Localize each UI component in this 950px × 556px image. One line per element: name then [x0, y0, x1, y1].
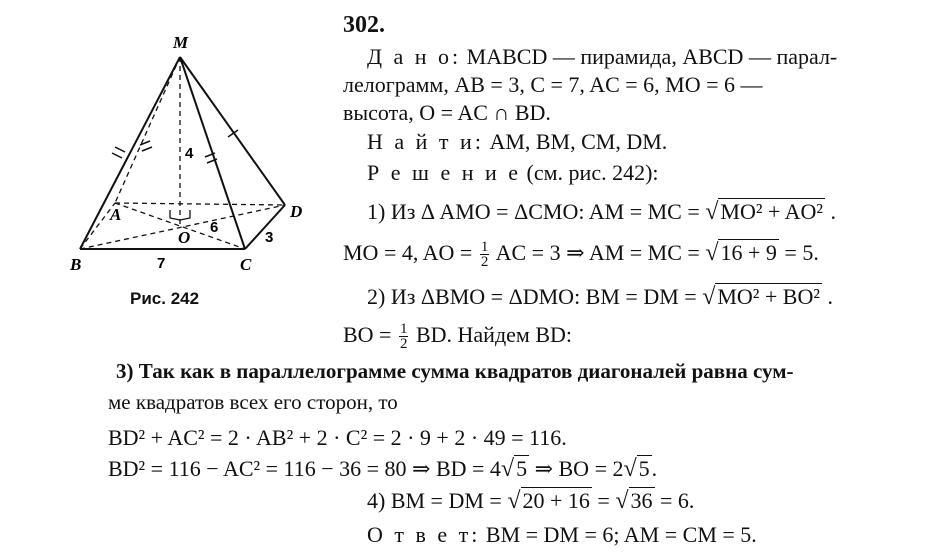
solution-label: Р е ш е н и е	[367, 160, 522, 185]
label-a: A	[110, 205, 122, 224]
problem-number: 302.	[343, 12, 385, 38]
step3-radical-1: √5	[500, 456, 528, 482]
label-b: B	[70, 255, 82, 274]
step3-line-2: ме квадратов всех его сторон, то	[108, 390, 398, 414]
find-line	[367, 129, 667, 155]
step1-radical: √MO² + AO²	[705, 199, 824, 225]
given-label: Д а н о:	[367, 44, 462, 69]
step1-text-a: 1) Из Δ AMO = ΔCMO: AM = MC =	[367, 199, 700, 224]
step2-radical: √MO² + BO²	[702, 284, 820, 310]
solution-ref: (см. рис. 242):	[526, 160, 659, 185]
figure-caption: Рис. 242	[130, 289, 200, 308]
step2-line-b: BO = $\frac{1}{2}$ BD. Найдем BD:	[343, 321, 573, 353]
step1-radical-2: √16 + 9	[705, 240, 777, 266]
step2-fraction: $\frac{1}{2}$	[399, 321, 408, 353]
step3-line-1: 3) Так как в параллелограмме сумма квадратов диагоналей равна сум-	[116, 359, 794, 383]
find-text: AM, BM, CM, DM.	[489, 129, 668, 154]
given-line-1	[367, 44, 837, 70]
given-line-2: лелограмм, AB = 3, C = 7, AC = 6, MO = 6 —	[343, 72, 763, 97]
label-m: M	[173, 33, 189, 52]
pyramid-figure	[60, 30, 320, 290]
step3-line-4: BD² = 116 − AC² = 116 − 36 = 80 ⇒ BD = 4√5 ⇒ BO = 2√5.	[108, 456, 658, 482]
given-text-1: MABCD — пирамида, ABCD — парал-	[466, 44, 838, 69]
label-height: 4	[185, 145, 194, 162]
find-label: Н а й т и:	[367, 129, 484, 154]
edge-mb	[80, 57, 180, 249]
given-line-3: высота, O = AC ∩ BD.	[343, 100, 551, 125]
step4-line: 4) BM = DM = √20 + 16 = √36 = 6.	[367, 488, 695, 514]
step3-radical-2: √5	[623, 456, 650, 482]
step1-fraction: $\frac{1}{2}$	[480, 239, 489, 271]
step1-line-b: MO = 4, AO = $\frac{1}{2}$ AC = 3 ⇒ AM = MC = √16 + 9 = 5.	[343, 239, 819, 271]
answer-text: BM = DM = 6; AM = CM = 5.	[485, 522, 757, 547]
answer-label: О т в е т:	[367, 522, 481, 547]
answer-line	[367, 522, 757, 548]
label-oc: 6	[210, 219, 219, 236]
edge-md	[180, 57, 285, 205]
label-cd: 3	[265, 229, 274, 246]
edge-ad	[115, 203, 285, 205]
label-bc: 7	[157, 255, 166, 272]
label-d: D	[290, 202, 303, 221]
label-o: O	[178, 228, 191, 247]
step1-line-a: 1) Из Δ AMO = ΔCMO: AM = MC = √MO² + AO² .	[367, 199, 837, 225]
edge-ma	[115, 57, 180, 203]
solution-line	[367, 160, 659, 186]
step4-radical-1: √20 + 16	[507, 488, 590, 514]
step2-line-a: 2) Из ΔBMO = ΔDMO: BM = DM = √MO² + BO² .	[367, 284, 833, 310]
label-c: C	[240, 255, 252, 274]
step4-radical-2: √36	[615, 488, 653, 514]
step3-line-3: BD² + AC² = 2 · AB² + 2 · C² = 2 · 9 + 2 · 49 = 116.	[108, 425, 567, 450]
